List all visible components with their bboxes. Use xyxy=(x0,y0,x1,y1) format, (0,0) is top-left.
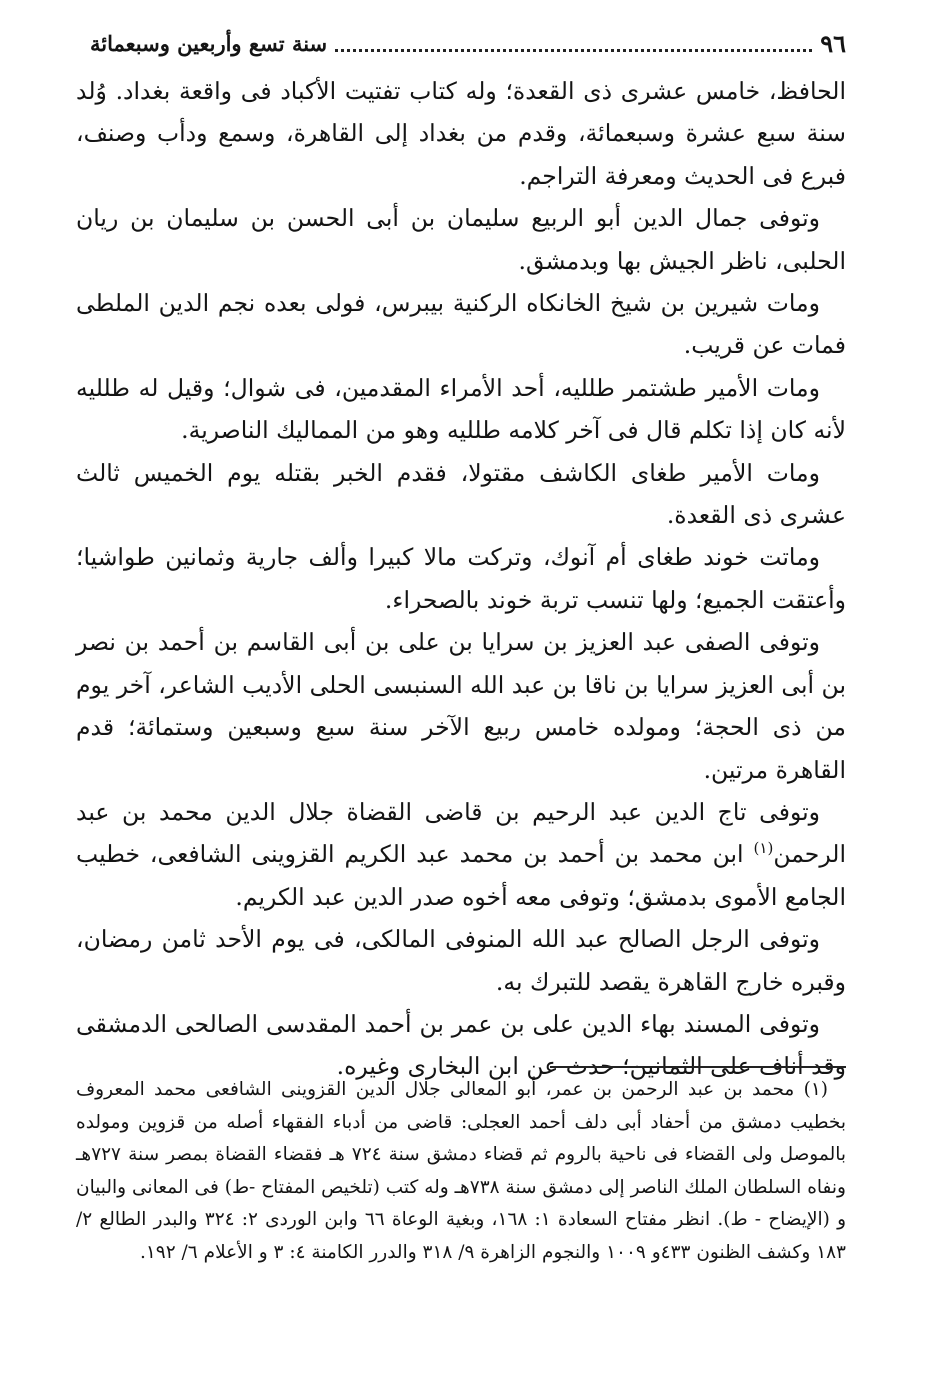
paragraph-shirin: ومات شيرين بن شيخ الخانكاه الركنية بيبرس، فولى بعده نجم الدين الملطى فمات عن قريب. xyxy=(76,289,846,360)
paragraph-continuation: الحافظ، خامس عشرى ذى القعدة؛ وله كتاب تفتيت الأكباد فى واقعة بغداد. وُلد سنة سبع عشرة وسبعمائة، وقدم من بغداد إلى القاهرة، وسمع ودأب وصنف، فبرع فى الحديث ومعرفة التراجم. xyxy=(76,77,846,190)
paragraph-tughay-kashif: ومات الأمير طغاى الكاشف مقتولا، فقدم الخبر بقتله يوم الخميس ثالث عشرى ذى القعدة. xyxy=(76,458,846,530)
paragraph-tashtamur: ومات الأمير طشتمر طلليه، أحد الأمراء المقدمين، فى شوال؛ وقيل له طلليه لأنه كان إذا تكلم قال فى آخر كلامه طلليه وهو من المماليك الناصرية. xyxy=(76,373,846,445)
footnote-marker: (١) xyxy=(753,839,774,858)
paragraph-manufi: وتوفى الرجل الصالح عبد الله المنوفى المالكى، فى يوم الأحد ثامن رمضان، وقبره خارج القاهرة يقصد للتبرك به. xyxy=(76,925,846,996)
page-number: ٩٦ xyxy=(820,28,846,58)
paragraph-safi-al-din: وتوفى الصفى عبد العزيز بن سرايا بن على بن أبى القاسم بن أحمد بن نصر بن أبى العزيز سرايا بن ناقا بن عبد الله السنبسى الحلى الأديب الشاعر، آخر يوم من ذى الحجة؛ ومولده خامس ربيع الآخر سنة سبع وسبعين وستمائة؛ قدم القاهرة مرتين. xyxy=(76,628,846,784)
footnote-separator xyxy=(550,1066,846,1068)
paragraph-baha-al-din: وتوفى المسند بهاء الدين على بن عمر بن أحمد المقدسى الصالحى الدمشقى وقد أناف على الثمانين؛ حدث عن ابن البخارى وغيره. xyxy=(76,1009,846,1081)
header-dot-leader xyxy=(335,49,812,52)
running-title: سنة تسع وأربعين وسبعمائة xyxy=(90,30,328,56)
paragraph-jamal-al-din: وتوفى جمال الدين أبو الربيع سليمان بن أبى الحسن بن سليمان بن ريان الحلبى، ناظر الجيش بها وبدمشق. xyxy=(76,204,846,275)
paragraph-taj-al-din-continued: ابن محمد بن أحمد بن محمد عبد الكريم القزوينى الشافعى، خطيب الجامع الأموى بدمشق؛ وتوفى معه أخوه صدر الدين عبد الكريم. xyxy=(76,840,846,911)
main-text xyxy=(76,70,846,1088)
paragraph-taj-al-din-text: وتوفى تاج الدين عبد الرحيم بن قاضى القضاة جلال الدين محمد بن عبد الرحمن xyxy=(76,797,846,869)
paragraph-taj-al-din xyxy=(76,791,846,918)
footnote-1: (١) محمد بن عبد الرحمن بن عمر، أبو المعالى جلال الدين القزوينى الشافعى محمد المعروف بخطيب دمشق من أحفاد أبى دلف أحمد العجلى: قاضى من أدباء الفقهاء أصله من قزوين ومولده بالموصل ولى القضاء فى ناحية بالروم ثم قضاء دمشق سنة ٧٢٤ هـ فقضاء القضاة بمصر سنة ٧٢٧هـ ونفاه السلطان الملك الناصر إلى دمشق سنة ٧٣٨هـ وله كتب (تلخيص المفتاح -ط) فى المعانى والبيان و (الإيضاح - ط). انظر مفتاح السعادة ١: ١٦٨، وبغية الوعاة ٦٦ وابن الوردى ٢: ٣٢٤ والبدر الطالع ٢/ ١٨٣ وكشف الظنون ٤٣٣و ١٠٠٩ والنجوم الزاهرة ٩/ ٣١٨ والدرر الكامنة ٤: ٣ و الأعلام ٦/ ١٩٢. xyxy=(76,1079,847,1263)
paragraph-khwand-tughay: وماتت خوند طغاى أم آنوك، وتركت مالا كبيرا وألف جارية وثمانين طواشيا؛ وأعتقت الجميع؛ ولها تنسب تربة خوند بالصحراء. xyxy=(76,543,846,614)
footnotes xyxy=(76,1074,846,1270)
page-header xyxy=(90,26,846,60)
